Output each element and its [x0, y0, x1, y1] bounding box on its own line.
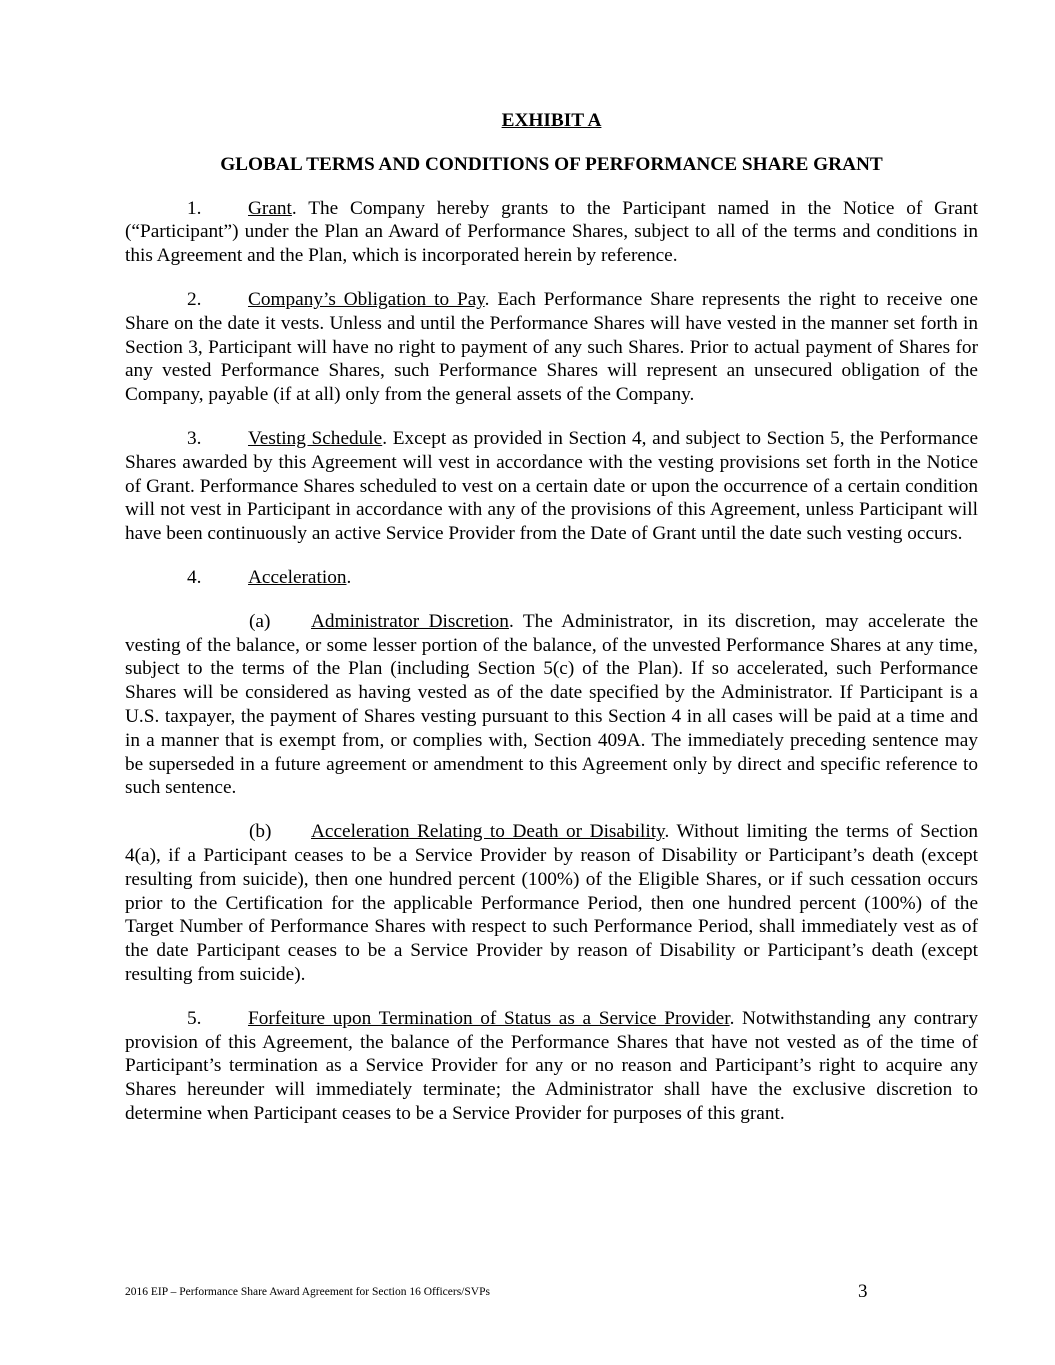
subsection-caption: Acceleration Relating to Death or Disability [311, 821, 665, 843]
section-text: . Except as provided in Section 4, and subject to Section 5, the Performance Shares awarded by this Agreement will vest in accordance with the vesting provisions set forth in the Notice of Grant. Performance Shares scheduled to vest on a certain date or upon the occurrence of a certain condition will not vest in Participant in accordance with any of the provisions of this Agreement, unless Participant will have been continuously an active Service Provider from the Date of Grant until the date such vesting occurs. [125, 427, 978, 545]
section-4b-death-or-disability [125, 820, 978, 987]
section-4a-administrator-discretion [125, 610, 978, 800]
section-number: 1. [187, 197, 202, 219]
section-caption: Vesting Schedule [248, 427, 383, 449]
subsection-text: . The Administrator, in its discretion, may accelerate the vesting of the balance, or some lesser portion of the balance, of the unvested Performance Shares at any time, subject to the terms of the Plan (including Section 5(c) of the Plan). If so accelerated, such Performance Shares will be considered as having vested as of the date specified by the Administrator. If Participant is a U.S. taxpayer, the payment of Shares vesting pursuant to this Section 4 in all cases will be paid at a time and in a manner that is exempt from, or complies with, Section 409A. The immediately preceding sentence may be superseded in a future agreement or amendment to this Agreement only by direct and specific reference to such sentence. [125, 610, 979, 799]
subsection-caption: Administrator Discretion [311, 610, 509, 632]
section-number: 4. [187, 566, 202, 588]
section-text: . The Company hereby grants to the Participant named in the Notice of Grant (“Participant”) under the Plan an Award of Performance Shares, subject to all of the terms and conditions in this Agreement and the Plan, which is incorporated herein by reference. [125, 197, 978, 267]
page-footer: 2016 EIP – Performance Share Award Agreement for Section 16 Officers/SVPs [125, 1286, 490, 1298]
page-number: 3 [858, 1281, 868, 1302]
section-2-obligation-to-pay [125, 288, 978, 407]
section-3-vesting-schedule [125, 427, 978, 546]
section-caption: Acceleration [248, 566, 347, 588]
section-number: 3. [187, 427, 202, 449]
section-caption: Company’s Obligation to Pay [248, 288, 485, 310]
subsection-number: (b) [249, 821, 272, 843]
subsection-text: . Without limiting the terms of Section 4(a), if a Participant ceases to be a Service Provider by reason of Disability or Participant’s death (except resulting from suicide), then one hundred percent (100%) of the Eligible Shares, or if such cessation occurs prior to the Certification for the applicable Performance Period, then one hundred percent (100%) of the Target Number of Performance Shares with respect to such Performance Period, shall immediately vest as of the date Participant ceases to be a Service Provider by reason of Disability or Participant’s death (except resulting from suicide). [125, 821, 978, 985]
section-caption: Grant [248, 197, 292, 219]
section-1-grant [125, 197, 978, 268]
section-caption: Forfeiture upon Termination of Status as a Service Provider [248, 1007, 730, 1029]
exhibit-title: EXHIBIT A [501, 110, 602, 131]
section-4-acceleration [125, 566, 978, 590]
section-number: 2. [187, 288, 202, 310]
subsection-number: (a) [249, 610, 271, 632]
section-number: 5. [187, 1007, 202, 1029]
section-5-forfeiture [125, 1007, 978, 1126]
section-text: . Notwithstanding any contrary provision of this Agreement, the balance of the Performance Shares that have not vested as of the time of Participant’s termination as a Service Provider for any or no reason and Participant’s right to acquire any Shares hereunder will immediately terminate; the Administrator shall have the exclusive discretion to determine when Participant ceases to be a Service Provider for purposes of this grant. [125, 1007, 978, 1124]
document-body [125, 109, 978, 1146]
section-text: . Each Performance Share represents the right to receive one Share on the date it vests. Unless and until the Performance Shares will have vested in the manner set forth in Section 3, Participant will have no right to payment of any such Shares. Prior to actual payment of Shares for any vested Performance Shares, such Performance Shares will represent an unsecured obligation of the Company, payable (if at all) only from the general assets of the Company. [125, 288, 978, 406]
section-text: . [346, 566, 352, 588]
document-heading: GLOBAL TERMS AND CONDITIONS OF PERFORMANCE SHARE GRANT [220, 153, 883, 175]
